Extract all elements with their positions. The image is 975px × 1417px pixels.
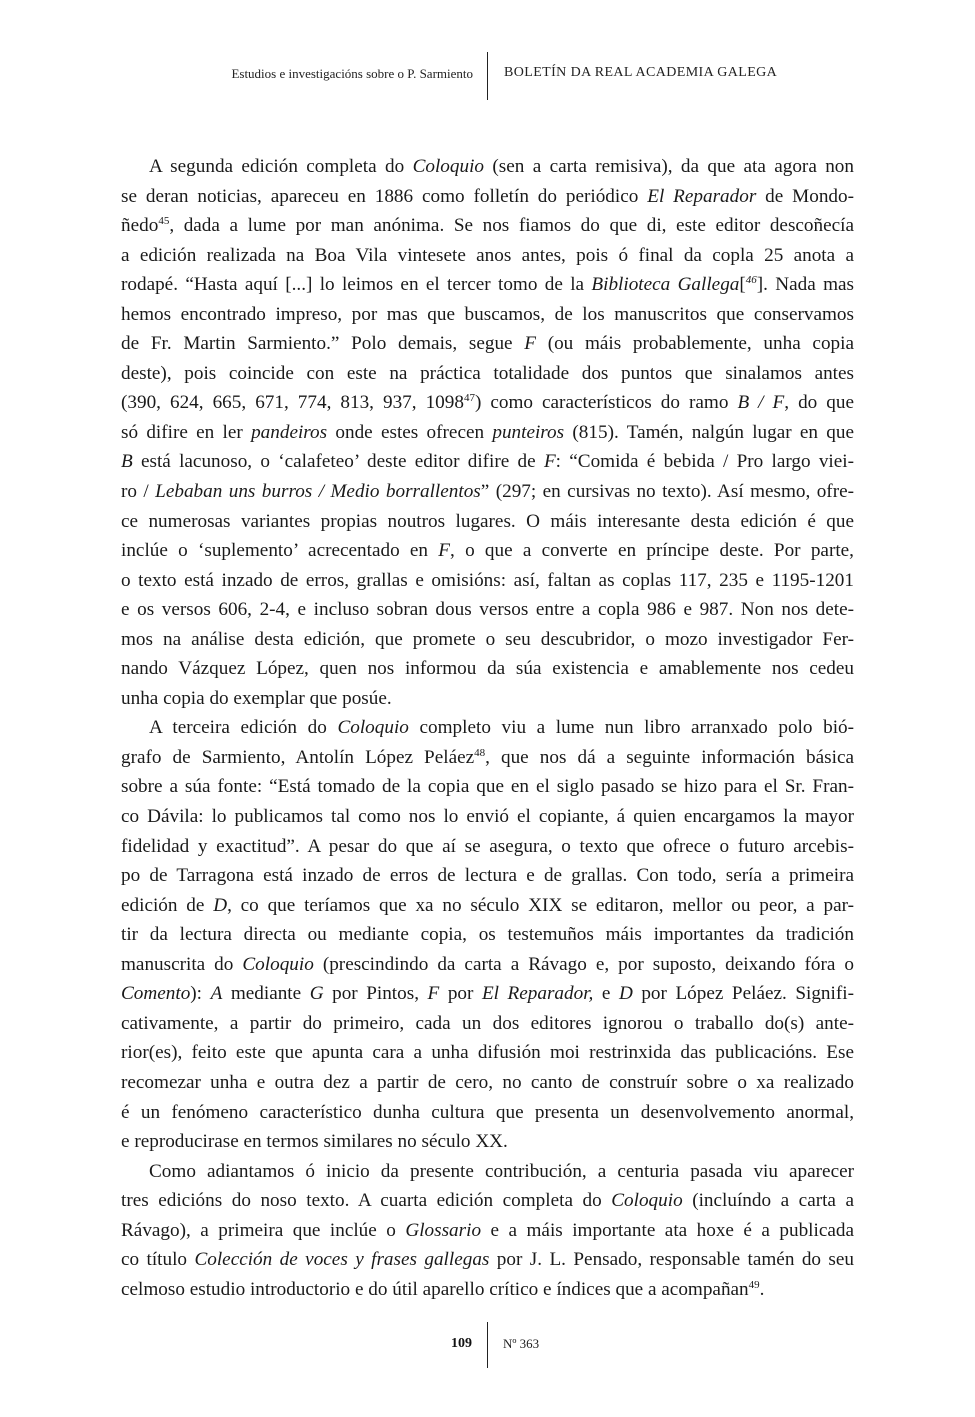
text-line — [121, 920, 854, 950]
text-run: Como adiantamos ó inicio da presente contribución, a centuria pasada viu aparecer — [149, 1160, 854, 1182]
italic-text: Colección de voces y frases gallegas — [194, 1249, 490, 1271]
text-line — [121, 1157, 854, 1187]
text-run: fidelidad y exactitud”. A pesar do que aí se asegura, o texto que ofrece o futuro arcebis- — [121, 835, 854, 857]
text-line — [121, 300, 854, 330]
text-run: (ou máis probablemente, unha copia — [536, 333, 854, 355]
text-run: ro / — [121, 481, 156, 503]
text-line — [121, 1275, 854, 1305]
italic-text: G — [309, 983, 324, 1005]
italic-text: pandeiros — [251, 421, 328, 443]
text-line — [121, 684, 854, 714]
paragraph — [121, 713, 854, 1156]
text-run: por López Peláez. Signifi- — [632, 983, 854, 1005]
text-line — [121, 1038, 854, 1068]
text-run: (390, 624, 665, 671, 774, 813, 937, 1098 — [121, 392, 464, 414]
italic-text: Coloquio — [611, 1190, 683, 1212]
text-run: ) como característicos do ramo — [474, 392, 738, 414]
text-line — [121, 182, 854, 212]
text-run: completo viu a lume nun libro arranxado polo bió- — [408, 717, 855, 739]
text-run: , co que teríamos que xa no século XIX se editaron, mellor ou peor, a par- — [227, 894, 854, 916]
text-line — [121, 832, 854, 862]
header-divider — [487, 52, 488, 100]
text-run: (prescindindo da carta a Rávago e, por suposto, deixando fóra o — [313, 953, 854, 975]
text-line — [121, 1127, 854, 1157]
header-section-title: Estudios e investigacións sobre o P. Sarmiento — [231, 66, 473, 81]
footnote-ref: 47 — [463, 392, 475, 405]
text-run: grafo de Sarmiento, Antolín López Peláez — [121, 746, 475, 768]
footer-divider — [487, 1322, 488, 1368]
text-run: de Fr. Martin Sarmiento.” Polo demais, segue — [121, 333, 525, 355]
italic-text: Lebaban uns burros / Medio borrallentos — [155, 481, 481, 503]
issue-number: Nº 363 — [503, 1336, 540, 1351]
text-run: Rávago), a primeira que inclúe o — [121, 1219, 406, 1241]
italic-text: A — [210, 983, 223, 1005]
italic-text: D — [618, 983, 633, 1005]
text-run: (815). Tamén, nalgún lugar en que — [564, 421, 854, 443]
page-number: 109 — [451, 1336, 472, 1351]
text-line — [121, 1009, 854, 1039]
text-line — [121, 566, 854, 596]
text-line — [121, 950, 854, 980]
footnote-ref: 45 — [158, 215, 170, 228]
text-run: ce numerosas variantes propias noutros lugares. O máis interesante desta edición é que — [121, 510, 854, 532]
text-line — [121, 152, 854, 182]
paragraph — [121, 152, 854, 713]
text-run: , que nos dá a seguinte información básica — [485, 746, 854, 768]
text-line — [121, 388, 854, 418]
italic-text: El Reparador, — [481, 983, 594, 1005]
italic-text: F — [438, 540, 451, 562]
text-run: e reproducirase en termos similares no século XX. — [121, 1131, 508, 1153]
text-line — [121, 595, 854, 625]
text-run: está lacunoso, o ‘calafeteo’ deste editor difire de — [132, 451, 544, 473]
italic-text: F — [524, 333, 536, 355]
italic-text: F — [427, 983, 440, 1005]
italic-text: Comento — [121, 983, 191, 1005]
text-run: A segunda edición completa do — [149, 156, 413, 177]
text-run: onde estes ofrecen — [327, 421, 493, 443]
text-run: mediante — [222, 983, 310, 1005]
text-line — [121, 1216, 854, 1246]
italic-text: B — [121, 451, 133, 473]
italic-text: Coloquio — [412, 156, 484, 177]
text-run: po de Tarragona está inzado de erros de lectura e de grallas. Con todo, sería a primeira — [121, 865, 854, 887]
text-run: cativamente, a partir do primeiro, cada un dos editores ignorou o traballo do(s) ante- — [121, 1012, 854, 1034]
text-line — [121, 447, 854, 477]
text-run: hemos encontrado impreso, por mas que buscamos, de los manuscritos que conservamos — [121, 303, 854, 325]
text-run: . — [759, 1278, 765, 1300]
running-header — [0, 52, 975, 100]
italic-text: F — [543, 451, 556, 473]
paragraph — [121, 1157, 854, 1305]
footnote-ref: 48 — [474, 746, 486, 759]
running-footer — [0, 1322, 975, 1370]
text-line — [121, 713, 854, 743]
text-line — [121, 418, 854, 448]
text-line — [121, 625, 854, 655]
text-run: se deran noticias, apareceu en 1886 como folletín do periódico — [121, 185, 648, 207]
italic-text: Coloquio — [337, 717, 409, 739]
text-run: a edición realizada na Boa Vila vintesete anos antes, pois ó final da copla 25 anota a — [121, 244, 854, 266]
footnote-ref: 46 — [745, 274, 757, 287]
text-run: ” (297; en cursivas no texto). Así mesmo, ofre- — [480, 481, 854, 503]
text-run: recomezar unha e outra dez a partir de cero, no canto de construír sobre o xa realizado — [121, 1071, 854, 1093]
text-line — [121, 241, 854, 271]
text-run: por J. L. Pensado, responsable tamén do seu — [489, 1249, 854, 1271]
text-line — [121, 654, 854, 684]
text-run: tir da lectura directa ou mediante copia, os testemuños máis importantes da tradición — [121, 924, 854, 946]
text-line — [121, 772, 854, 802]
text-run: A terceira edición do — [149, 717, 338, 739]
text-run: deste), pois coincide con este na práctica totalidade dos puntos que sinalamos antes — [121, 362, 854, 384]
italic-text: D — [213, 894, 228, 916]
text-run: celmoso estudio introductorio e do útil aparello crítico e índices que a acompañan — [121, 1278, 749, 1300]
text-line — [121, 861, 854, 891]
italic-text: B / F — [737, 392, 785, 414]
text-run: , dada a lume por man anónima. Se nos fiamos do que di, este editor descoñecía — [169, 215, 854, 237]
text-line — [121, 270, 854, 300]
text-run: : “Comida é bebida / Pro largo viei- — [555, 451, 854, 473]
text-run: unha copia do exemplar que posúe. — [121, 687, 392, 709]
text-run: , do que — [784, 392, 854, 414]
article-body — [121, 152, 854, 1304]
text-line — [121, 1245, 854, 1275]
text-line — [121, 359, 854, 389]
header-journal-title: BOLETÍN DA REAL ACADEMIA GALEGA — [504, 65, 778, 80]
text-run: é un fenómeno característico dunha cultura que presenta un desenvolvemento anormal, — [121, 1101, 854, 1123]
text-run: (sen a carta remisiva), da que ata agora non — [484, 156, 854, 177]
text-line — [121, 507, 854, 537]
text-line — [121, 891, 854, 921]
text-line — [121, 802, 854, 832]
text-run: , o que a converte en príncipe deste. Por parte, — [450, 540, 854, 562]
footnote-ref: 49 — [748, 1278, 760, 1291]
text-run: só difire en ler — [121, 421, 252, 443]
text-line — [121, 743, 854, 773]
italic-text: Coloquio — [242, 953, 314, 975]
text-run: de Mondo- — [756, 185, 854, 207]
italic-text: Biblioteca Gallega — [591, 274, 740, 296]
text-run: rior(es), feito este que apunta cara a unha difusión moi restrinxida das publicacións. Ese — [121, 1042, 854, 1064]
text-line — [121, 329, 854, 359]
text-run: por — [439, 983, 482, 1005]
text-run: [ — [739, 274, 746, 296]
text-run: e os versos 606, 2-4, e incluso sobran dous versos entre a copla 986 e 987. Non nos dete- — [121, 599, 854, 621]
italic-text: punteiros — [492, 421, 565, 443]
text-run: e a máis importante ata hoxe é a publicada — [481, 1219, 854, 1241]
text-run: edición de — [121, 894, 214, 916]
text-run: tres edicións do noso texto. A cuarta edición completa do — [121, 1190, 612, 1212]
text-run: ): — [190, 983, 211, 1005]
text-run: co título — [121, 1249, 195, 1271]
text-line — [121, 979, 854, 1009]
text-line — [121, 536, 854, 566]
text-run: inclúe o ‘suplemento’ acrecentado en — [121, 540, 439, 562]
italic-text: Glossario — [405, 1219, 482, 1241]
text-run: nando Vázquez López, quen nos informou da súa existencia e amablemente nos cedeu — [121, 658, 854, 680]
text-line — [121, 1186, 854, 1216]
italic-text: El Reparador — [647, 185, 757, 207]
text-line — [121, 1098, 854, 1128]
text-run: o texto está inzado de erros, grallas e omisións: así, faltan as coplas 117, 235 e 1195-1201 — [121, 569, 854, 591]
text-run: por Pintos, — [323, 983, 428, 1005]
text-run: e — [593, 983, 619, 1005]
text-run: ]. Nada mas — [756, 274, 855, 296]
text-run: (incluíndo a carta a — [682, 1190, 854, 1212]
text-run: ñedo — [121, 215, 159, 237]
text-line — [121, 211, 854, 241]
text-run: sobre a súa fonte: “Está tomado de la copia que en el siglo pasado se hizo para el Sr. Fran- — [121, 776, 854, 798]
text-run: manuscrita do — [121, 953, 243, 975]
text-line — [121, 1068, 854, 1098]
text-line — [121, 477, 854, 507]
text-run: co Dávila: lo publicamos tal como nos lo envió el copiante, á quien encargamos la mayor — [121, 806, 854, 828]
text-run: mos na análise desta edición, que promete o seu descubridor, o mozo investigador Fer- — [121, 628, 854, 650]
text-run: rodapé. “Hasta aquí [...] lo leimos en el tercer tomo de la — [121, 274, 592, 296]
